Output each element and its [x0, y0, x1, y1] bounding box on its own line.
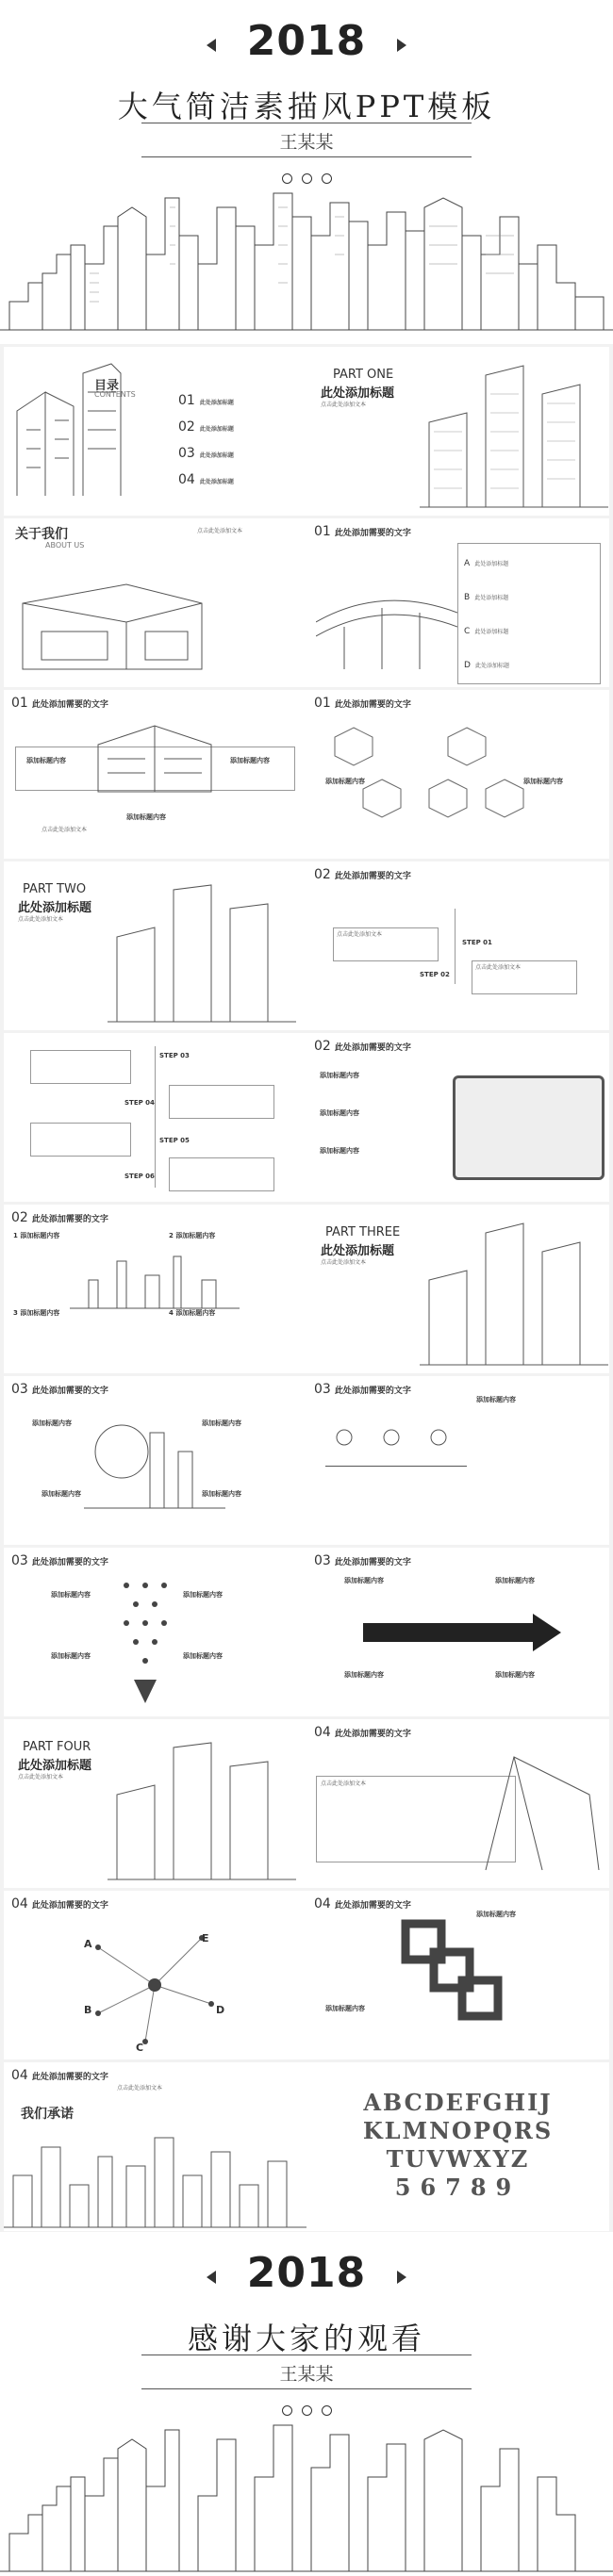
- city-sketch: [4, 2128, 306, 2231]
- prev-arrow-icon[interactable]: [207, 39, 216, 52]
- slide-part-two: PART TWO 此处添加标题 点击此处添加文本: [4, 861, 306, 1030]
- slide-part-four: PART FOUR 此处添加标题 点击此处添加文本: [4, 1719, 306, 1888]
- toc-list: [178, 390, 234, 496]
- next-arrow-icon[interactable]: [397, 39, 406, 52]
- slide-toc: [4, 347, 306, 516]
- cover-slide: [0, 0, 613, 344]
- city-skyline-sketch: [0, 2420, 613, 2576]
- timeline-icons: [325, 1414, 457, 1452]
- slide-02-skyline: 02 此处添加需要的文字 1 添加标题内容 2 添加标题内容 3 添加标题内容 4 添加标题内容: [4, 1205, 306, 1373]
- dots-indicator: [0, 170, 613, 188]
- slide-steps-03-06: STEP 03 STEP 04 STEP 05 STEP 06: [4, 1033, 306, 1202]
- ending-slide: 2018 感谢大家的观看 王某某: [0, 2232, 613, 2576]
- toc-item[interactable]: 01 此处添加标题: [178, 393, 234, 408]
- tablet-frame: [453, 1075, 605, 1180]
- divider: [141, 156, 472, 157]
- building-sketch: [89, 716, 221, 801]
- toc-item[interactable]: 04 此处添加标题: [178, 472, 234, 487]
- toc-subtitle: CONTENTS: [94, 390, 136, 399]
- skyline-sketch: [70, 1252, 240, 1318]
- about-text: 点击此处添加文本: [197, 528, 243, 534]
- about-subtitle: ABOUT US: [45, 541, 85, 550]
- slide-03-timeline: 03 此处添加需要的文字 添加标题内容: [306, 1376, 609, 1545]
- slide-04-sketch: 04 此处添加需要的文字 点击此处添加文本: [306, 1719, 609, 1888]
- toc-item[interactable]: 02 此处添加标题: [178, 419, 234, 435]
- bridge-sketch: [316, 547, 457, 679]
- tower-sketch: [108, 880, 296, 1026]
- slide-part-three: PART THREE 此处添加标题 点击此处添加文本: [306, 1205, 609, 1373]
- slide-01-bridge: 01 此处添加需要的文字 A 此处添加标题 B 此处添加标题 C 此处添加标题 D 此处添加标题: [306, 518, 609, 687]
- slide-04-chain: 04 此处添加需要的文字 添加标题内容 添加标题内容: [306, 1891, 609, 2059]
- list-box: A 此处添加标题 B 此处添加标题 C 此处添加标题 D 此处添加标题: [457, 543, 601, 684]
- slide-03-arrow: 03 此处添加需要的文字 添加标题内容 添加标题内容 添加标题内容 添加标题内容: [306, 1548, 609, 1716]
- tower-sketch: [420, 356, 608, 512]
- slide-04-promise: 04 此处添加需要的文字 我们承诺 点击此处添加文本: [4, 2062, 306, 2231]
- cover-author: 王某某: [279, 132, 334, 153]
- toc-item[interactable]: 03 此处添加标题: [178, 446, 234, 461]
- prev-arrow-icon[interactable]: [207, 2271, 216, 2284]
- dot-arrow: [117, 1576, 174, 1716]
- promise-title: 我们承诺: [21, 2107, 74, 2122]
- chain-links-icon: [401, 1919, 505, 2023]
- slide-part-one: [306, 347, 609, 516]
- about-title: 关于我们: [15, 527, 68, 542]
- slide-01-hexagons: 01 此处添加需要的文字 添加标题内容 添加标题内容: [306, 690, 609, 859]
- cover-title: 大气简洁素描风PPT模板: [117, 89, 496, 124]
- slide-04-network: 04 此处添加需要的文字 A B C D E: [4, 1891, 306, 2059]
- slide-03-dots: 03 此处添加需要的文字 添加标题内容 添加标题内容 添加标题内容 添加标题内容: [4, 1548, 306, 1716]
- house-sketch: [13, 556, 221, 683]
- cover-year: 2018: [246, 17, 367, 65]
- city-skyline-sketch: [0, 189, 613, 344]
- slide-font-showcase: ABCDEFGHIJ KLMNOPQRS TUVWXYZ 56789: [306, 2062, 609, 2231]
- toc-title: 目录: [94, 379, 120, 393]
- slide-03-ferris: 03 此处添加需要的文字 添加标题内容 添加标题内容 添加标题内容 添加标题内容: [4, 1376, 306, 1545]
- slide-02-steps: 02 此处添加需要的文字 点击此处添加文本 STEP 01 STEP 02 点击此处添加文本: [306, 861, 609, 1030]
- part-label: PART ONE: [333, 368, 394, 382]
- next-arrow-icon[interactable]: [397, 2271, 406, 2284]
- part-desc: 点击此处添加文本: [321, 402, 367, 408]
- big-arrow: [363, 1614, 561, 1651]
- slide-02-tablet: 02 此处添加需要的文字 添加标题内容 添加标题内容 添加标题内容: [306, 1033, 609, 1202]
- slide-about: [4, 518, 306, 687]
- part-title: 此处添加标题: [321, 386, 395, 401]
- city-ferris-sketch: [84, 1414, 225, 1518]
- slide-01-building: 01 此处添加需要的文字 添加标题内容 添加标题内容 添加标题内容 点击此处添加文本: [4, 690, 306, 859]
